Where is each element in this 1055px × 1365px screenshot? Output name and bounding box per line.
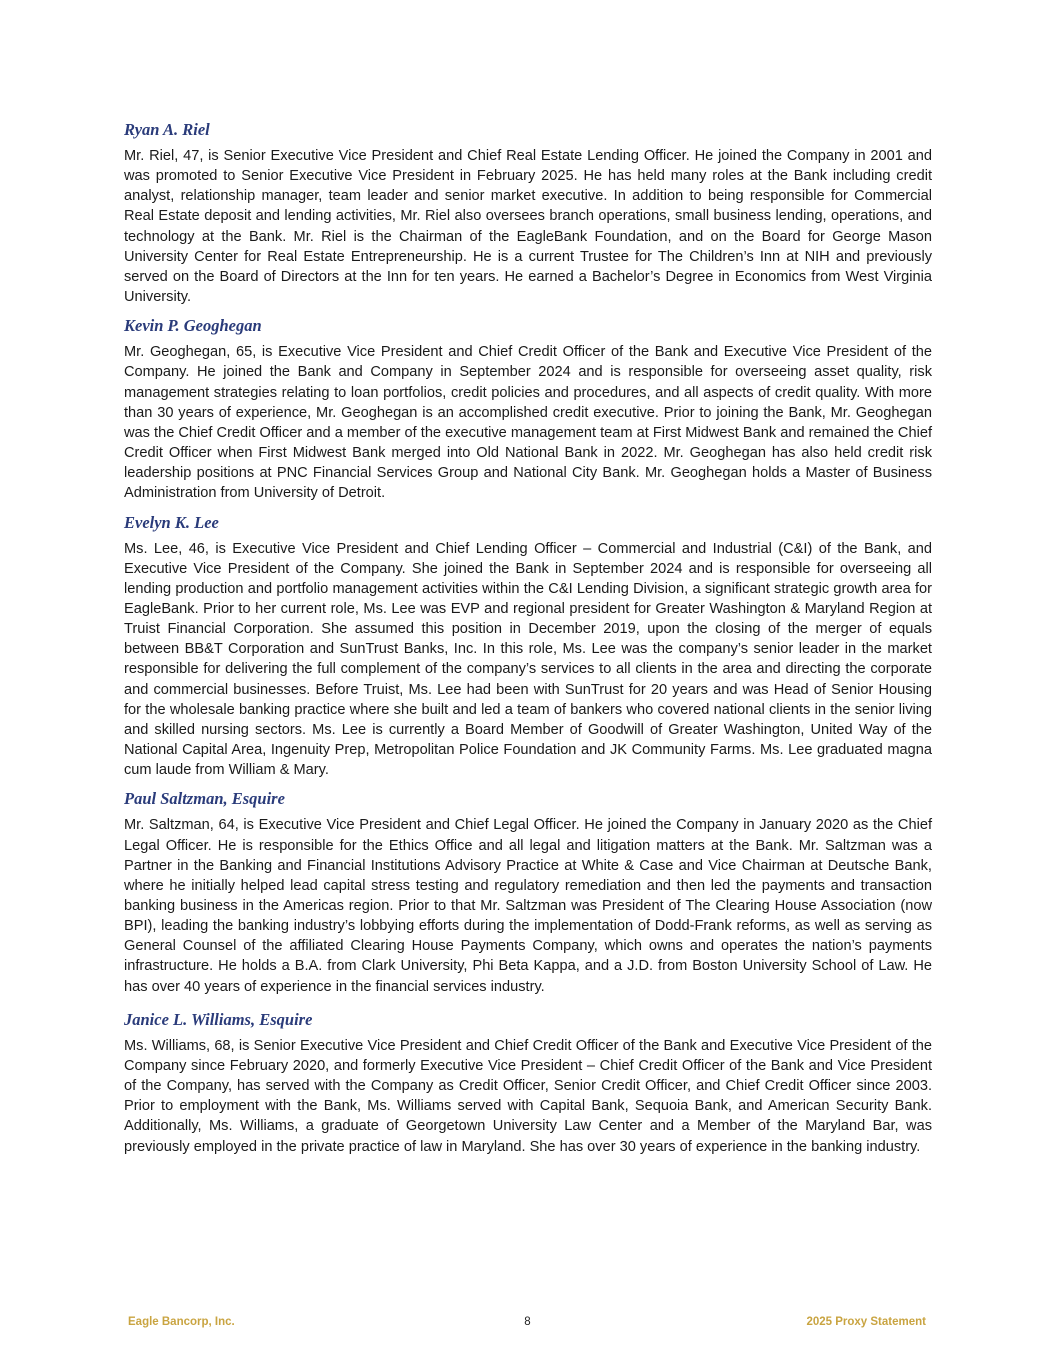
footer-company-name: Eagle Bancorp, Inc. [128,1316,235,1328]
bio-text: Mr. Geoghegan, 65, is Executive Vice President and Chief Credit Officer of the Bank and Executive Vice President of the Company. He joined the Bank and Company in September 2024 and is responsible for overseeing asset quality, risk management strategies relating to loan portfolios, credit policies and procedures, and all aspects of credit quality. With more than 30 years of experience, Mr. Geoghegan is an accomplished credit executive. Prior to joining the Bank, Mr. Geoghegan was the Chief Credit Officer and a member of the executive management team at First Midwest Bank and remained the Chief Credit Officer when First Midwest Bank merged into Old National Bank in 2022. Mr. Geoghegan has also held credit risk leadership positions at PNC Financial Services Group and National City Bank. Mr. Geoghegan holds a Master of Business Administration from University of Detroit. [124,344,932,502]
bio-text: Mr. Riel, 47, is Senior Executive Vice President and Chief Real Estate Lending Officer. He joined the Company in 2001 and was promoted to Senior Executive Vice President in February 2025. He has held many roles at the Bank including credit analyst, relationship manager, team leader and senior market executive. In addition to being responsible for Commercial Real Estate deposit and lending activities, Mr. Riel also oversees branch operations, small business lending, operations, and technology at the Bank. Mr. Riel is the Chairman of the EagleBank Foundation, and on the Board for George Mason University Center for Real Estate Entrepreneurship. He is a current Trustee for The Children’s Inn at NIH and previously served on the Board of Directors at the Inn for ten years. He earned a Bachelor’s Degree in Economics from West Virginia University. [124,148,932,306]
bio-name: Ryan A. Riel [124,120,210,139]
footer-document-title: 2025 Proxy Statement [806,1316,926,1328]
bio-text: Ms. Lee, 46, is Executive Vice President and Chief Lending Officer – Commercial and Industrial (C&I) of the Bank, and Executive Vice President of the Company. She joined the Bank in September 2024 and is responsible for overseeing all lending production and portfolio management activities within the C&I Lending Division, a significant strategic growth area for EagleBank. Prior to her current role, Ms. Lee was EVP and regional president for Greater Washington & Maryland Region at Truist Financial Corporation. She assumed this position in December 2019, upon the closing of the merger of equals between BB&T Corporation and SunTrust Banks, Inc. In this role, Ms. Lee was the company’s senior leader in the market responsible for delivering the full complement of the company’s services to all clients in the area and directing the corporate and commercial businesses. Before Truist, Ms. Lee had been with SunTrust for 20 years and was Head of Senior Housing for the wholesale banking practice where she built and led a team of bankers who covered national clients in the senior living and skilled nursing sectors. Ms. Lee is currently a Board Member of Goodwill of Greater Washington, United Way of the National Capital Area, Ingenuity Prep, Metropolitan Police Foundation and JK Community Farms. Ms. Lee graduated magna cum laude from William & Mary. [124,540,932,779]
bio-section-lee [124,512,932,781]
bio-name: Evelyn K. Lee [124,512,219,532]
document-body [124,119,932,1165]
bio-text: Mr. Saltzman, 64, is Executive Vice President and Chief Legal Officer. He joined the Company in January 2020 as the Chief Legal Officer. He is responsible for the Ethics Office and all legal and litigation matters at the Bank. Mr. Saltzman was a Partner in the Banking and Financial Institutions Advisory Practice at White & Case and Vice Chairman at Deutsche Bank, where he initially helped lead capital stress testing and regulatory remediation and then led the payments and transaction banking business in the Americas region. Prior to that Mr. Saltzman was President of The Clearing House Association (now BPI), leading the banking industry’s lobbying efforts during the implementation of Dodd-Frank reforms, as well as serving as General Counsel of the affiliated Clearing House Payments Company, which owns and operates the nation’s payments infrastructure. He holds a B.A. from Clark University, Phi Beta Kappa, and a J.D. from Boston University School of Law. He has over 40 years of experience in the financial services industry. [124,817,932,995]
bio-name: Janice L. Williams, Esquire [124,1009,313,1029]
bio-section-riel [124,119,932,307]
bio-name: Kevin P. Geoghegan [124,316,262,336]
bio-text: Ms. Williams, 68, is Senior Executive Vice President and Chief Credit Officer of the Bank and Executive Vice President of the Company since February 2020, and formerly Executive Vice President – Chief Credit Officer of the Bank and Vice President of the Company, has served with the Company as Credit Officer, Senior Credit Officer, and Chief Credit Officer since 2003. Prior to employment with the Bank, Ms. Williams served with Capital Bank, Sequoia Bank, and American Security Bank. Additionally, Ms. Williams, a graduate of Georgetown University Law Center and a Member of the Maryland Bar, was previously employed in the private practice of law in Maryland. She has over 30 years of experience in the banking industry. [124,1037,932,1155]
bio-name: Paul Saltzman, Esquire [124,789,285,809]
bio-section-geoghegan [124,315,932,503]
footer-page-number: 8 [524,1316,531,1328]
bio-section-saltzman [124,788,932,996]
bio-section-williams [124,1009,932,1157]
